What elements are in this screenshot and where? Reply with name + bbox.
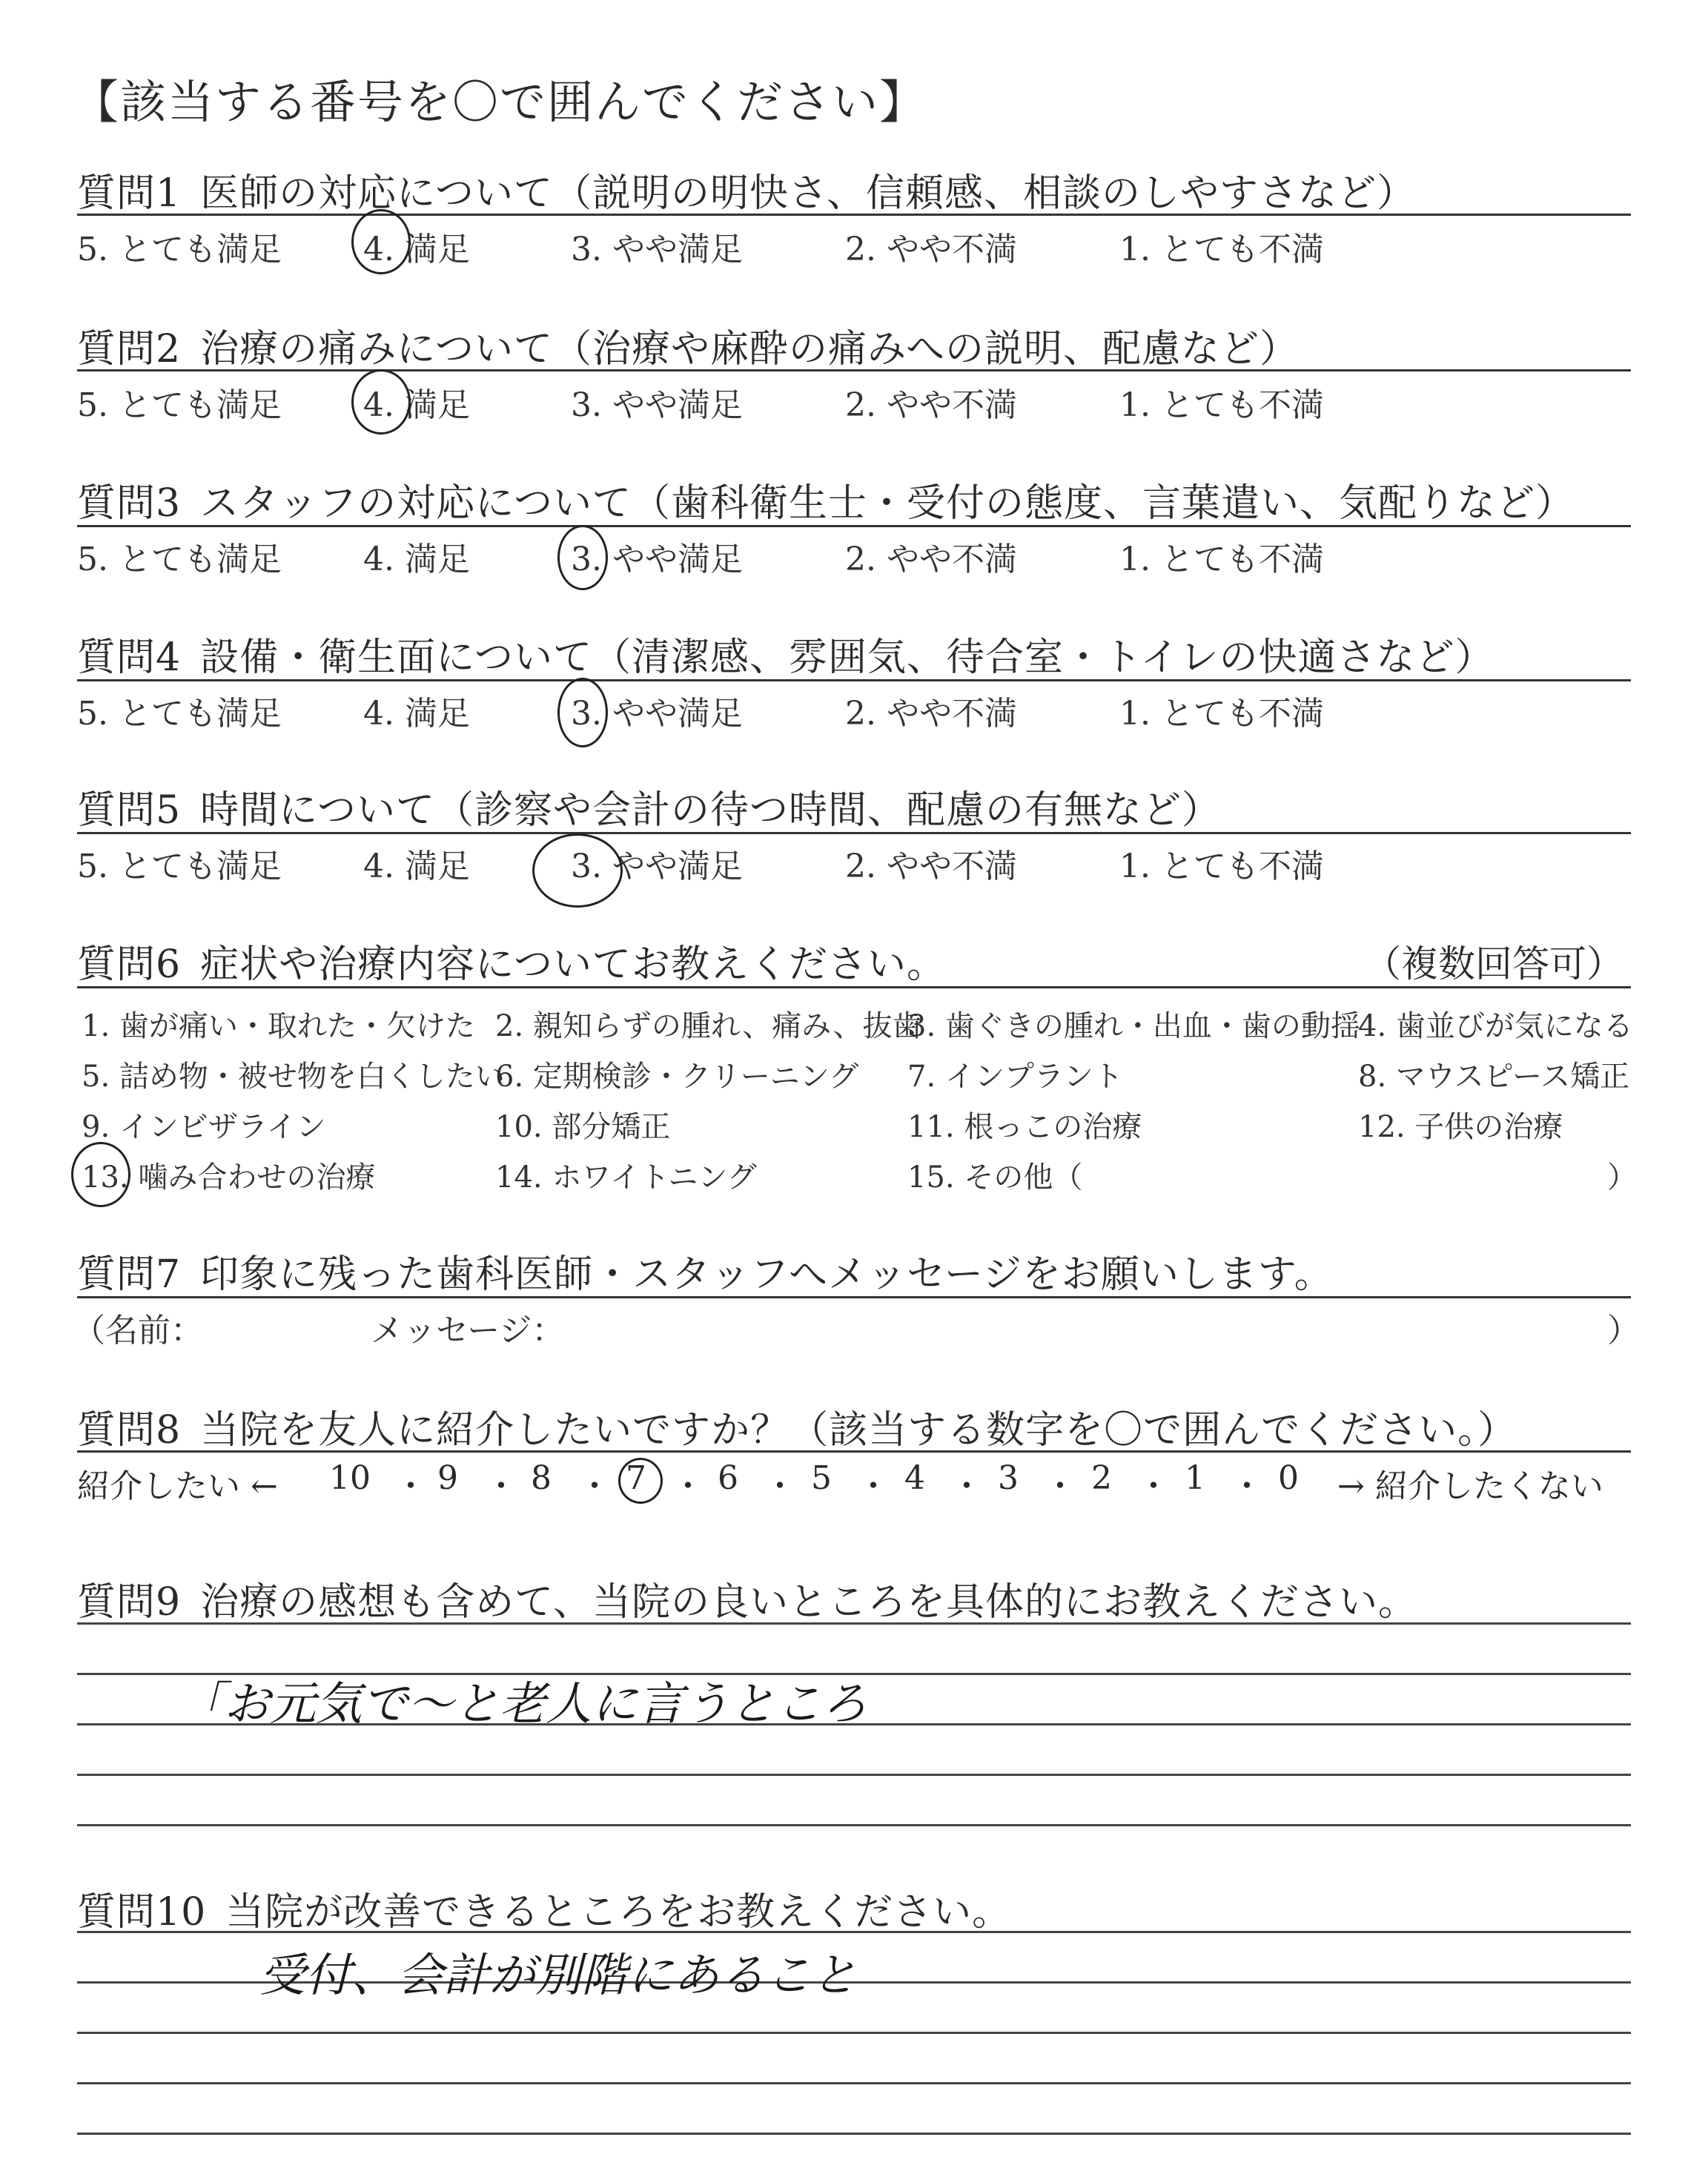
rating-option-4[interactable]: 4. 満足 [363,231,470,268]
symptom-option[interactable]: 11. 根っこの治療 [907,1110,1142,1144]
question-text: 医師の対応について（説明の明快さ、信頼感、相談のしやすさなど） [200,171,1416,216]
scale-value[interactable]: 6 [718,1459,738,1497]
rating-option-2[interactable]: 2. やや不満 [845,695,1017,733]
selection-circle [618,1458,663,1504]
other-close-paren: ） [1607,1160,1637,1195]
rule-line [77,525,1631,527]
question-number: 質問10 [77,1890,207,1935]
scale-right-label: → 紹介したくない [1337,1467,1603,1505]
scale-dot: ・ [857,1467,890,1505]
scale-value[interactable]: 1 [1185,1459,1205,1497]
rule-line [77,369,1631,371]
question-5 [77,779,1221,834]
selection-circle [351,209,411,274]
rating-option-1[interactable]: 1. とても不満 [1119,231,1324,268]
question-6 [77,933,946,988]
rule-line [77,214,1631,216]
rating-option-5[interactable]: 5. とても満足 [77,848,282,885]
answer-line [77,2082,1631,2084]
symptom-option[interactable]: 9. インビザライン [82,1110,326,1144]
question-8 [77,1398,1517,1454]
question-number: 質問3 [77,481,182,526]
symptom-option[interactable]: 6. 定期検診・クリーニング [495,1060,859,1094]
symptom-option[interactable]: 13. 噛み合わせの治療 [82,1160,376,1195]
scale-dot: ・ [1137,1467,1170,1505]
scale-dot: ・ [394,1467,427,1505]
symptom-option[interactable]: 14. ホワイトニング [495,1160,757,1195]
rating-option-1[interactable]: 1. とても不満 [1119,541,1324,578]
rating-option-4[interactable]: 4. 満足 [363,541,470,578]
scale-value[interactable]: 7 [626,1459,646,1497]
rule-line [77,1296,1631,1298]
question-4 [77,626,1494,681]
question-number: 質問2 [77,327,182,371]
question-text: 当院を友人に紹介したいですか？（該当する数字を〇で囲んでください。） [200,1408,1517,1453]
scale-dot: ・ [672,1467,704,1505]
rating-option-4[interactable]: 4. 満足 [363,695,470,733]
question-7 [77,1243,1334,1298]
question-number: 質問5 [77,788,182,833]
rating-option-3[interactable]: 3. やや満足 [571,848,743,885]
answer-line [77,1774,1631,1776]
question-number: 質問6 [77,942,182,987]
symptom-option[interactable]: 3. 歯ぐきの腫れ・出血・歯の動揺 [907,1009,1360,1043]
instruction-header: 【該当する番号を〇で囲んでください】 [73,75,927,129]
rating-option-2[interactable]: 2. やや不満 [845,386,1017,424]
selection-circle [532,833,623,908]
rating-option-5[interactable]: 5. とても満足 [77,541,282,578]
question-text: 治療の感想も含めて、当院の良いところを具体的にお教えください。 [200,1580,1418,1625]
scale-dot: ・ [950,1467,983,1505]
rating-option-5[interactable]: 5. とても満足 [77,386,282,424]
answer-line [77,1622,1631,1625]
rating-option-3[interactable]: 3. やや満足 [571,541,743,578]
question-text: 印象に残った歯科医師・スタッフへメッセージをお願いします。 [200,1252,1334,1297]
question-number: 質問4 [77,635,182,680]
question-number: 質問1 [77,171,182,216]
rating-option-1[interactable]: 1. とても不満 [1119,695,1324,733]
rating-option-2[interactable]: 2. やや不満 [845,848,1017,885]
question-text: スタッフの対応について（歯科衛生士・受付の態度、言葉遣い、気配りなど） [200,481,1575,526]
question-number: 質問9 [77,1580,182,1625]
scale-dot: ・ [578,1467,611,1505]
rule-line [77,679,1631,681]
symptom-option[interactable]: 7. インプラント [907,1060,1123,1094]
selection-circle [557,525,608,590]
handwritten-answer-improvements[interactable]: 受付、会計が別階にあること [259,1948,858,2002]
question-2 [77,317,1299,373]
symptom-option[interactable]: 2. 親知らずの腫れ、痛み、抜歯 [495,1009,922,1043]
rating-option-1[interactable]: 1. とても不満 [1119,386,1324,424]
symptom-option[interactable]: 12. 子供の治療 [1358,1110,1563,1144]
scale-value[interactable]: 8 [531,1459,552,1497]
scale-dot: ・ [1231,1467,1263,1505]
scale-dot: ・ [1044,1467,1076,1505]
handwritten-answer-good-points[interactable]: 「お元気で〜と老人に言うところ [178,1677,868,1731]
multiple-answer-note: （複数回答可） [1364,942,1623,985]
rule-line [77,832,1631,834]
answer-line [77,2133,1631,2135]
answer-line [77,1824,1631,1826]
question-number: 質問8 [77,1408,182,1453]
answer-line [77,2032,1631,2034]
symptom-option[interactable]: 10. 部分矯正 [495,1110,671,1144]
rating-option-1[interactable]: 1. とても不満 [1119,848,1324,885]
question-number: 質問7 [77,1252,182,1297]
symptom-option[interactable]: 4. 歯並びが気になる [1358,1009,1633,1043]
question-text: 時間について（診察や会計の待つ時間、配慮の有無など） [200,788,1222,833]
question-text: 症状や治療内容についてお教えください。 [200,942,947,987]
selection-circle [557,678,608,747]
scale-value[interactable]: 4 [904,1459,925,1497]
rating-option-5[interactable]: 5. とても満足 [77,231,282,268]
rating-option-3[interactable]: 3. やや満足 [571,386,743,424]
message-label: メッセージ： [371,1312,565,1350]
question-3 [77,472,1575,527]
rating-option-2[interactable]: 2. やや不満 [845,541,1017,578]
symptom-option[interactable]: 8. マウスピース矯正 [1358,1060,1630,1094]
question-1 [77,162,1416,217]
rating-option-2[interactable]: 2. やや不満 [845,231,1017,268]
question-text: 設備・衛生面について（清潔感、雰囲気、待合室・トイレの快適さなど） [200,635,1494,680]
rating-option-3[interactable]: 3. やや満足 [571,695,743,733]
scale-value[interactable]: 2 [1091,1459,1112,1497]
scale-value[interactable]: 0 [1278,1459,1299,1497]
symptom-option[interactable]: 5. 詰め物・被せ物を白くしたい [82,1060,505,1094]
scale-value[interactable]: 5 [811,1459,832,1497]
question-9 [77,1571,1417,1626]
selection-circle [71,1142,130,1207]
scale-value[interactable]: 3 [998,1459,1019,1497]
rating-option-5[interactable]: 5. とても満足 [77,695,282,733]
question-10 [77,1880,1011,1936]
rating-option-4[interactable]: 4. 満足 [363,848,470,885]
question-text: 当院が改善できるところをお教えください。 [225,1890,1012,1935]
rating-option-4[interactable]: 4. 満足 [363,386,470,424]
rule-line [77,1450,1631,1453]
rule-line [77,986,1631,988]
scale-dot: ・ [485,1467,517,1505]
question-text: 治療の痛みについて（治療や麻酔の痛みへの説明、配慮など） [200,327,1300,371]
rating-option-3[interactable]: 3. やや満足 [571,231,743,268]
scale-value[interactable]: 9 [437,1459,458,1497]
symptom-option-other[interactable]: 15. その他（ [907,1160,1083,1195]
selection-circle [351,369,411,435]
scale-left-label: 紹介したい ← [77,1467,278,1505]
name-label: （名前： [73,1312,203,1350]
answer-line [77,1931,1631,1933]
scale-dot: ・ [764,1467,796,1505]
symptom-option[interactable]: 1. 歯が痛い・取れた・欠けた [82,1009,475,1043]
message-close-paren: ） [1607,1312,1640,1350]
scale-value[interactable]: 10 [329,1459,371,1497]
